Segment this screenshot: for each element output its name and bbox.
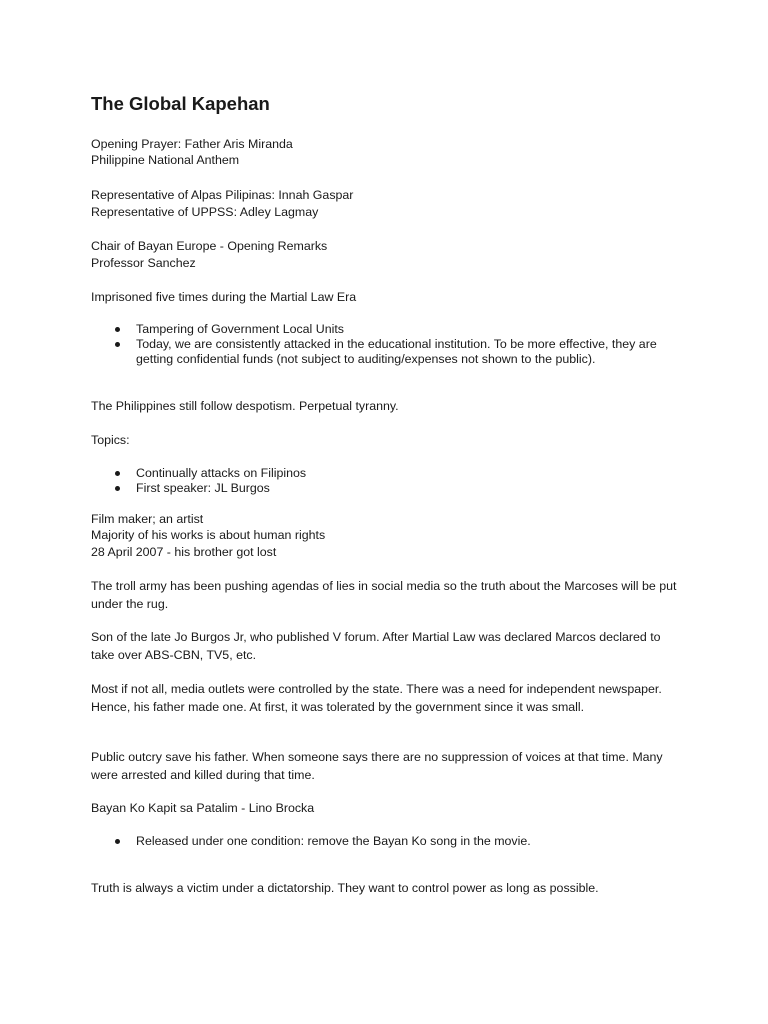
bullet-icon: [115, 327, 120, 332]
truth-line: Truth is always a victim under a dictatorship. They want to control power as long as possible.: [91, 881, 599, 895]
list-item-text: Continually attacks on Filipinos: [136, 466, 307, 480]
document-title: The Global Kapehan: [91, 93, 270, 114]
troll-army-paragraph: The troll army has been pushing agendas of lies in social media so the truth about the Marcoses will be put under the rug.: [91, 579, 677, 611]
bullet-icon: [115, 486, 120, 491]
april-line: 28 April 2007 - his brother got lost: [91, 545, 277, 559]
opening-prayer-line: Opening Prayer: Father Aris Miranda: [91, 137, 293, 151]
rep-alpas-line: Representative of Alpas Pilipinas: Innah Gaspar: [91, 188, 354, 202]
film-maker-line: Film maker; an artist: [91, 512, 204, 526]
bullet-icon: [115, 839, 120, 844]
bullet-icon: [115, 471, 120, 476]
rep-uppss-line: Representative of UPPSS: Adley Lagmay: [91, 205, 319, 219]
list-item-text: Today, we are consistently attacked in the educational institution. To be more effective, they are getting confidential funds (not subject to auditing/expenses not shown to the public).: [136, 337, 657, 366]
list-item-text: Released under one condition: remove the Bayan Ko song in the movie.: [136, 834, 531, 848]
bullet-icon: [115, 342, 120, 347]
public-outcry-paragraph: Public outcry save his father. When someone says there are no suppression of voices at that time. Many were arrested and killed during that time.: [91, 750, 663, 782]
list-item-text: First speaker: JL Burgos: [136, 481, 270, 495]
imprisoned-line: Imprisoned five times during the Martial Law Era: [91, 290, 357, 304]
media-outlets-paragraph: Most if not all, media outlets were controlled by the state. There was a need for independent newspaper. Hence, his father made one. At first, it was tolerated by the government since it was small.: [91, 682, 662, 714]
bayan-ko-line: Bayan Ko Kapit sa Patalim - Lino Brocka: [91, 801, 315, 815]
topics-line: Topics:: [91, 433, 130, 447]
majority-line: Majority of his works is about human rights: [91, 528, 326, 542]
list-item-text: Tampering of Government Local Units: [136, 322, 344, 336]
son-of-paragraph: Son of the late Jo Burgos Jr, who published V forum. After Martial Law was declared Marcos declared to take over ABS-CBN, TV5, etc.: [91, 630, 661, 662]
chair-line: Chair of Bayan Europe - Opening Remarks: [91, 239, 328, 253]
anthem-line: Philippine National Anthem: [91, 153, 240, 167]
despotism-line: The Philippines still follow despotism. Perpetual tyranny.: [91, 399, 399, 413]
professor-line: Professor Sanchez: [91, 256, 196, 270]
